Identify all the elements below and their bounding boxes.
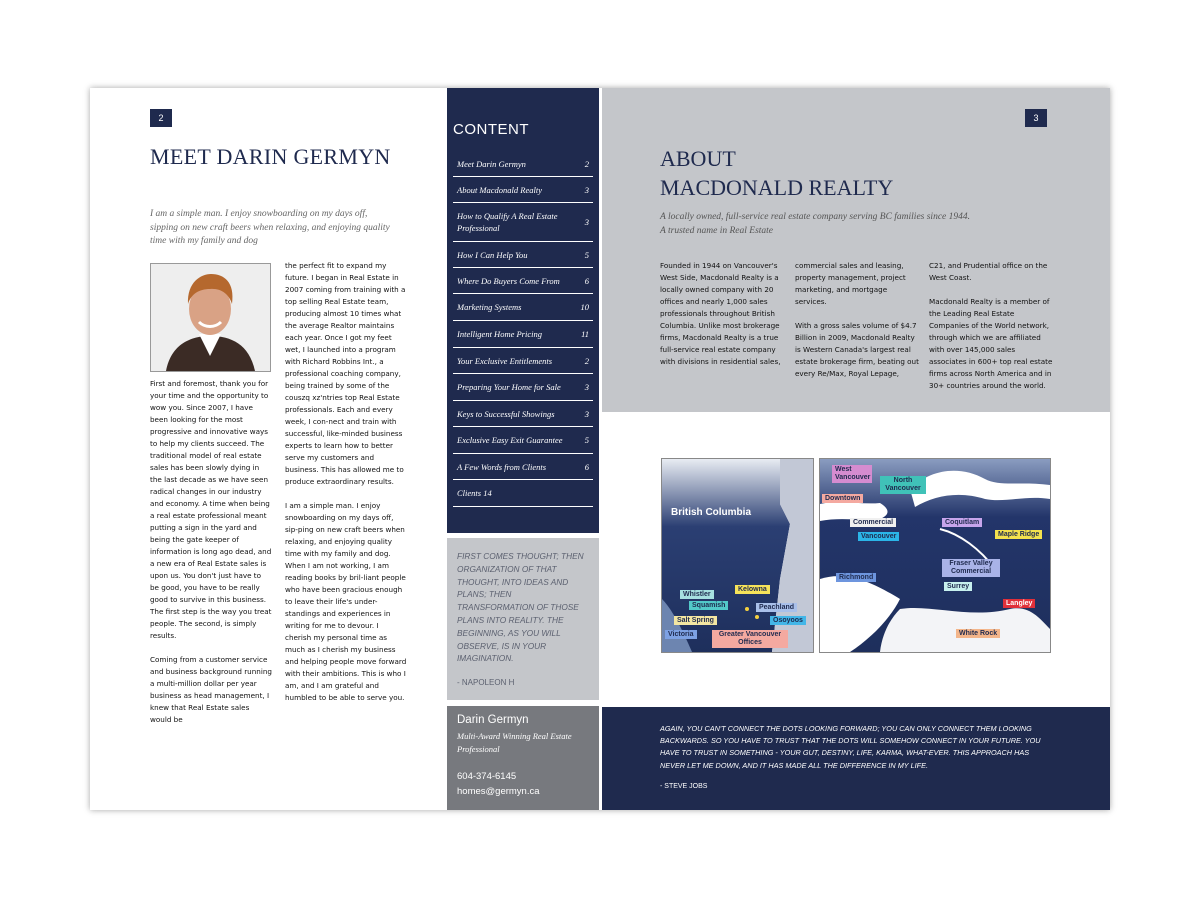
vancouver-map — [819, 458, 1051, 653]
band-quote-author: - STEVE JOBS — [660, 783, 708, 790]
toc-item[interactable] — [453, 294, 593, 321]
right-column-1 — [660, 260, 785, 380]
toc-item[interactable] — [453, 401, 593, 427]
map-label-coquitlam: Coquitlam — [942, 518, 982, 527]
map-label-west-vancouver: West Vancouver — [832, 465, 872, 483]
napoleon-quote-box — [447, 538, 599, 700]
toc-item-label: How to Qualify A Real Estate Professional — [457, 211, 558, 233]
contact-box — [447, 706, 599, 810]
map-label-kelowna: Kelowna — [735, 585, 770, 594]
brochure-spread — [90, 88, 1110, 810]
toc-item-page: 5 — [584, 435, 589, 445]
contact-subtitle: Multi-Award Winning Real Estate Professional — [457, 731, 572, 754]
toc-item[interactable] — [453, 177, 593, 203]
toc-item[interactable] — [453, 480, 593, 507]
toc-item-label: Keys to Successful Showings — [457, 408, 555, 419]
toc-title: CONTENT — [453, 121, 529, 138]
table-of-contents — [447, 88, 599, 533]
toc-item-page: 6 — [584, 275, 589, 286]
map-label-richmond: Richmond — [836, 573, 876, 582]
left-column-2 — [285, 260, 407, 716]
map-label-whistler: Whistler — [680, 590, 714, 599]
map-label-white-rock: White Rock — [956, 629, 1000, 638]
toc-item[interactable] — [453, 151, 593, 177]
toc-item-label: A Few Words from Clients — [457, 461, 547, 472]
toc-item-page: 3 — [584, 382, 589, 392]
vancouver-map-shape — [820, 459, 1050, 652]
steve-jobs-quote-band — [602, 707, 1110, 810]
toc-item-label: Preparing Your Home for Sale — [457, 382, 561, 392]
quote-author: - NAPOLEON H — [457, 678, 515, 687]
left-column-1 — [150, 378, 272, 738]
map-label-squamish: Squamish — [689, 601, 728, 610]
map-label-langley: Langley — [1003, 599, 1035, 608]
region-label: British Columbia — [671, 507, 752, 518]
toc-item[interactable] — [453, 348, 593, 374]
map-label-downtown: Downtown — [822, 494, 863, 503]
toc-list — [453, 151, 593, 507]
tagline-line-1: A locally owned, full-service real estate company serving BC families since 1944. — [660, 212, 971, 222]
intro-quote: I am a simple man. I enjoy snowboarding on my days off, sipping on new craft beers when relaxing, and enjoying quality time with my family and dog — [150, 209, 390, 246]
map-label-vancouver: Vancouver — [858, 532, 899, 541]
toc-item-page: 3 — [584, 184, 589, 195]
paragraph: I am a simple man. I enjoy snowboarding on my days off, sip-ping on new craft beers when relaxing, and enjoying quality time with my family and dog. When I am not working, I am reading books by bril-liant people who have been gracious enough to leave their life's under-standings and experiences in writing for me to devour. I cherish my personal time as much as I cherish my business and helping people move forward with their ambitions. This is who I am, and I am grateful and humbled to be able to serve you. — [285, 501, 407, 702]
map-label-greater-vancouver: Greater Vancouver Offices — [712, 630, 788, 648]
tagline-line-2: A trusted name in Real Estate — [660, 226, 774, 236]
right-page-header — [602, 88, 1110, 412]
map-label-osoyoos: Osoyoos — [770, 616, 806, 625]
right-column-3 — [929, 260, 1054, 404]
toc-item[interactable] — [453, 203, 593, 242]
paragraph: First and foremost, thank you for your time and the opportunity to wow you. Since 2007, I have been looking for the most progressive and innovative ways to help my clients succeed. The traditional model of real estate sales has been slowly dying in the last decade as we have seen radical changes in our industry and economy. A time when being a real estate professional meant putting a sign in the yard and being the gate keeper of information is long ago dead, and a new era of Real Estate sales is upon us. You don't just have to be good, you have to be really good to survive in this business. The first step is the way you treat people. The second, is simply results. — [150, 379, 272, 640]
paragraph: Macdonald Realty is a member of the Leading Real Estate Companies of the World network, through which we are affiliated with over 145,000 sales associates in 600+ top real estate firms across North America and in 30+ countries around the world. — [929, 297, 1053, 390]
tagline — [660, 210, 1040, 238]
toc-item-page: 11 — [581, 329, 589, 339]
paragraph: commercial sales and leasing, property management, project marketing, and mortgage services. — [795, 261, 906, 306]
contact-email[interactable]: homes@germyn.ca — [457, 786, 540, 797]
paragraph: the perfect fit to expand my future. I began in Real Estate in 2007 coming from training with a top selling Real Estate team, producing almost 10 times what the average Realtor maintains each year. Once I got my feet wet, I launched into a program with Richard Robbins Int., a professional coaching company, being trained by some of the couszq xz'ntries top Real Estate professionals. Each and every week, I con-nect and train with successful, like-minded business experts to learn how to better serve my customers and business. This has allowed me to produce extraordinary results. — [285, 261, 406, 486]
right-column-2 — [795, 260, 920, 392]
page-number-left: 2 — [150, 109, 172, 127]
toc-item-label: About Macdonald Realty — [457, 184, 542, 195]
paragraph: With a gross sales volume of $4.7 Billion in 2009, Macdonald Realty is Western Canada's largest real estate brokerage firm, beating out every Re/Max, Royal Lepage, — [795, 321, 919, 378]
toc-item-label: Clients 14 — [457, 488, 492, 498]
toc-item-label: Marketing Systems — [457, 302, 522, 312]
toc-item[interactable] — [453, 427, 593, 454]
left-page-title: MEET DARIN GERMYN — [150, 144, 391, 169]
toc-item-page: 5 — [584, 249, 589, 260]
bc-map — [661, 458, 814, 653]
toc-item[interactable] — [453, 374, 593, 401]
band-quote-text: AGAIN, YOU CAN'T CONNECT THE DOTS LOOKING FORWARD; YOU CAN ONLY CONNECT THEM LOOKING BACKWARDS. SO YOU HAVE TO TRUST THAT THE DOTS WILL SOMEHOW CONNECT IN YOUR FUTURE. YOU HAVE TO TRUST IN SOMETHING - YOUR GUT, DESTINY, LIFE, KARMA, WHAT-EVER. THIS APPROACH HAS NEVER LET ME DOWN, AND IT HAS MADE ALL THE DIFFERENCE IN MY LIFE. — [660, 724, 1041, 770]
toc-item-page: 2 — [584, 355, 589, 366]
map-label-north-vancouver: North Vancouver — [880, 476, 926, 494]
map-label-peachland: Peachland — [756, 603, 797, 612]
contact-name: Darin Germyn — [457, 714, 529, 726]
right-page-title — [660, 144, 893, 202]
toc-item-page: 6 — [584, 461, 589, 472]
map-label-commercial: Commercial — [850, 518, 896, 527]
portrait-icon — [151, 264, 270, 371]
paragraph: C21, and Prudential office on the West Coast. — [929, 261, 1048, 282]
toc-item[interactable] — [453, 454, 593, 480]
portrait-photo — [150, 263, 271, 372]
toc-item-label: Intelligent Home Pricing — [457, 329, 542, 339]
toc-item-page: 2 — [584, 158, 589, 169]
toc-item-label: Your Exclusive Entitlements — [457, 355, 553, 366]
paragraph: Founded in 1944 on Vancouver's West Side, Macdonald Realty is a locally owned company with 20 offices and nearly 1,000 sales professionals throughout British Columbia. Unlike most brokerage firms, Macdonald Realty is a true full-service real estate company with divisions in residential sales, — [660, 261, 781, 366]
toc-item[interactable] — [453, 321, 593, 348]
map-label-fraser-valley: Fraser Valley Commercial — [942, 559, 1000, 577]
toc-item[interactable] — [453, 242, 593, 268]
toc-item-page: 3 — [584, 408, 589, 419]
map-label-salt-spring: Salt Spring — [674, 616, 717, 625]
map-label-maple-ridge: Maple Ridge — [995, 530, 1042, 539]
quote-text: FIRST COMES THOUGHT; THEN ORGANIZATION OF THAT THOUGHT, INTO IDEAS AND PLANS; THEN TRANSFORMATION OF THOSE PLANS INTO REALITY. THE BEGINNING, AS YOU WILL OBSERVE, IS IN YOUR IMAGINATION. — [457, 551, 584, 664]
toc-item-label: Meet Darin Germyn — [457, 158, 526, 169]
toc-item-page: 3 — [584, 217, 589, 227]
toc-item-label: Where Do Buyers Come From — [457, 275, 560, 286]
toc-item-label: Exclusive Easy Exit Guarantee — [457, 435, 563, 445]
title-line-1: ABOUT — [660, 146, 736, 171]
title-line-2: MACDONALD REALTY — [660, 175, 894, 200]
map-label-surrey: Surrey — [944, 582, 972, 591]
toc-item-label: How I Can Help You — [457, 249, 528, 260]
paragraph: Coming from a customer service and business background running a multi-million dollar per year business as head management, I knew that Real Estate sales would be — [150, 655, 272, 724]
page-number-right: 3 — [1025, 109, 1047, 127]
toc-item-page: 10 — [580, 302, 589, 312]
toc-item[interactable] — [453, 268, 593, 294]
map-label-victoria: Victoria — [665, 630, 697, 639]
contact-phone[interactable]: 604-374-6145 — [457, 771, 517, 782]
